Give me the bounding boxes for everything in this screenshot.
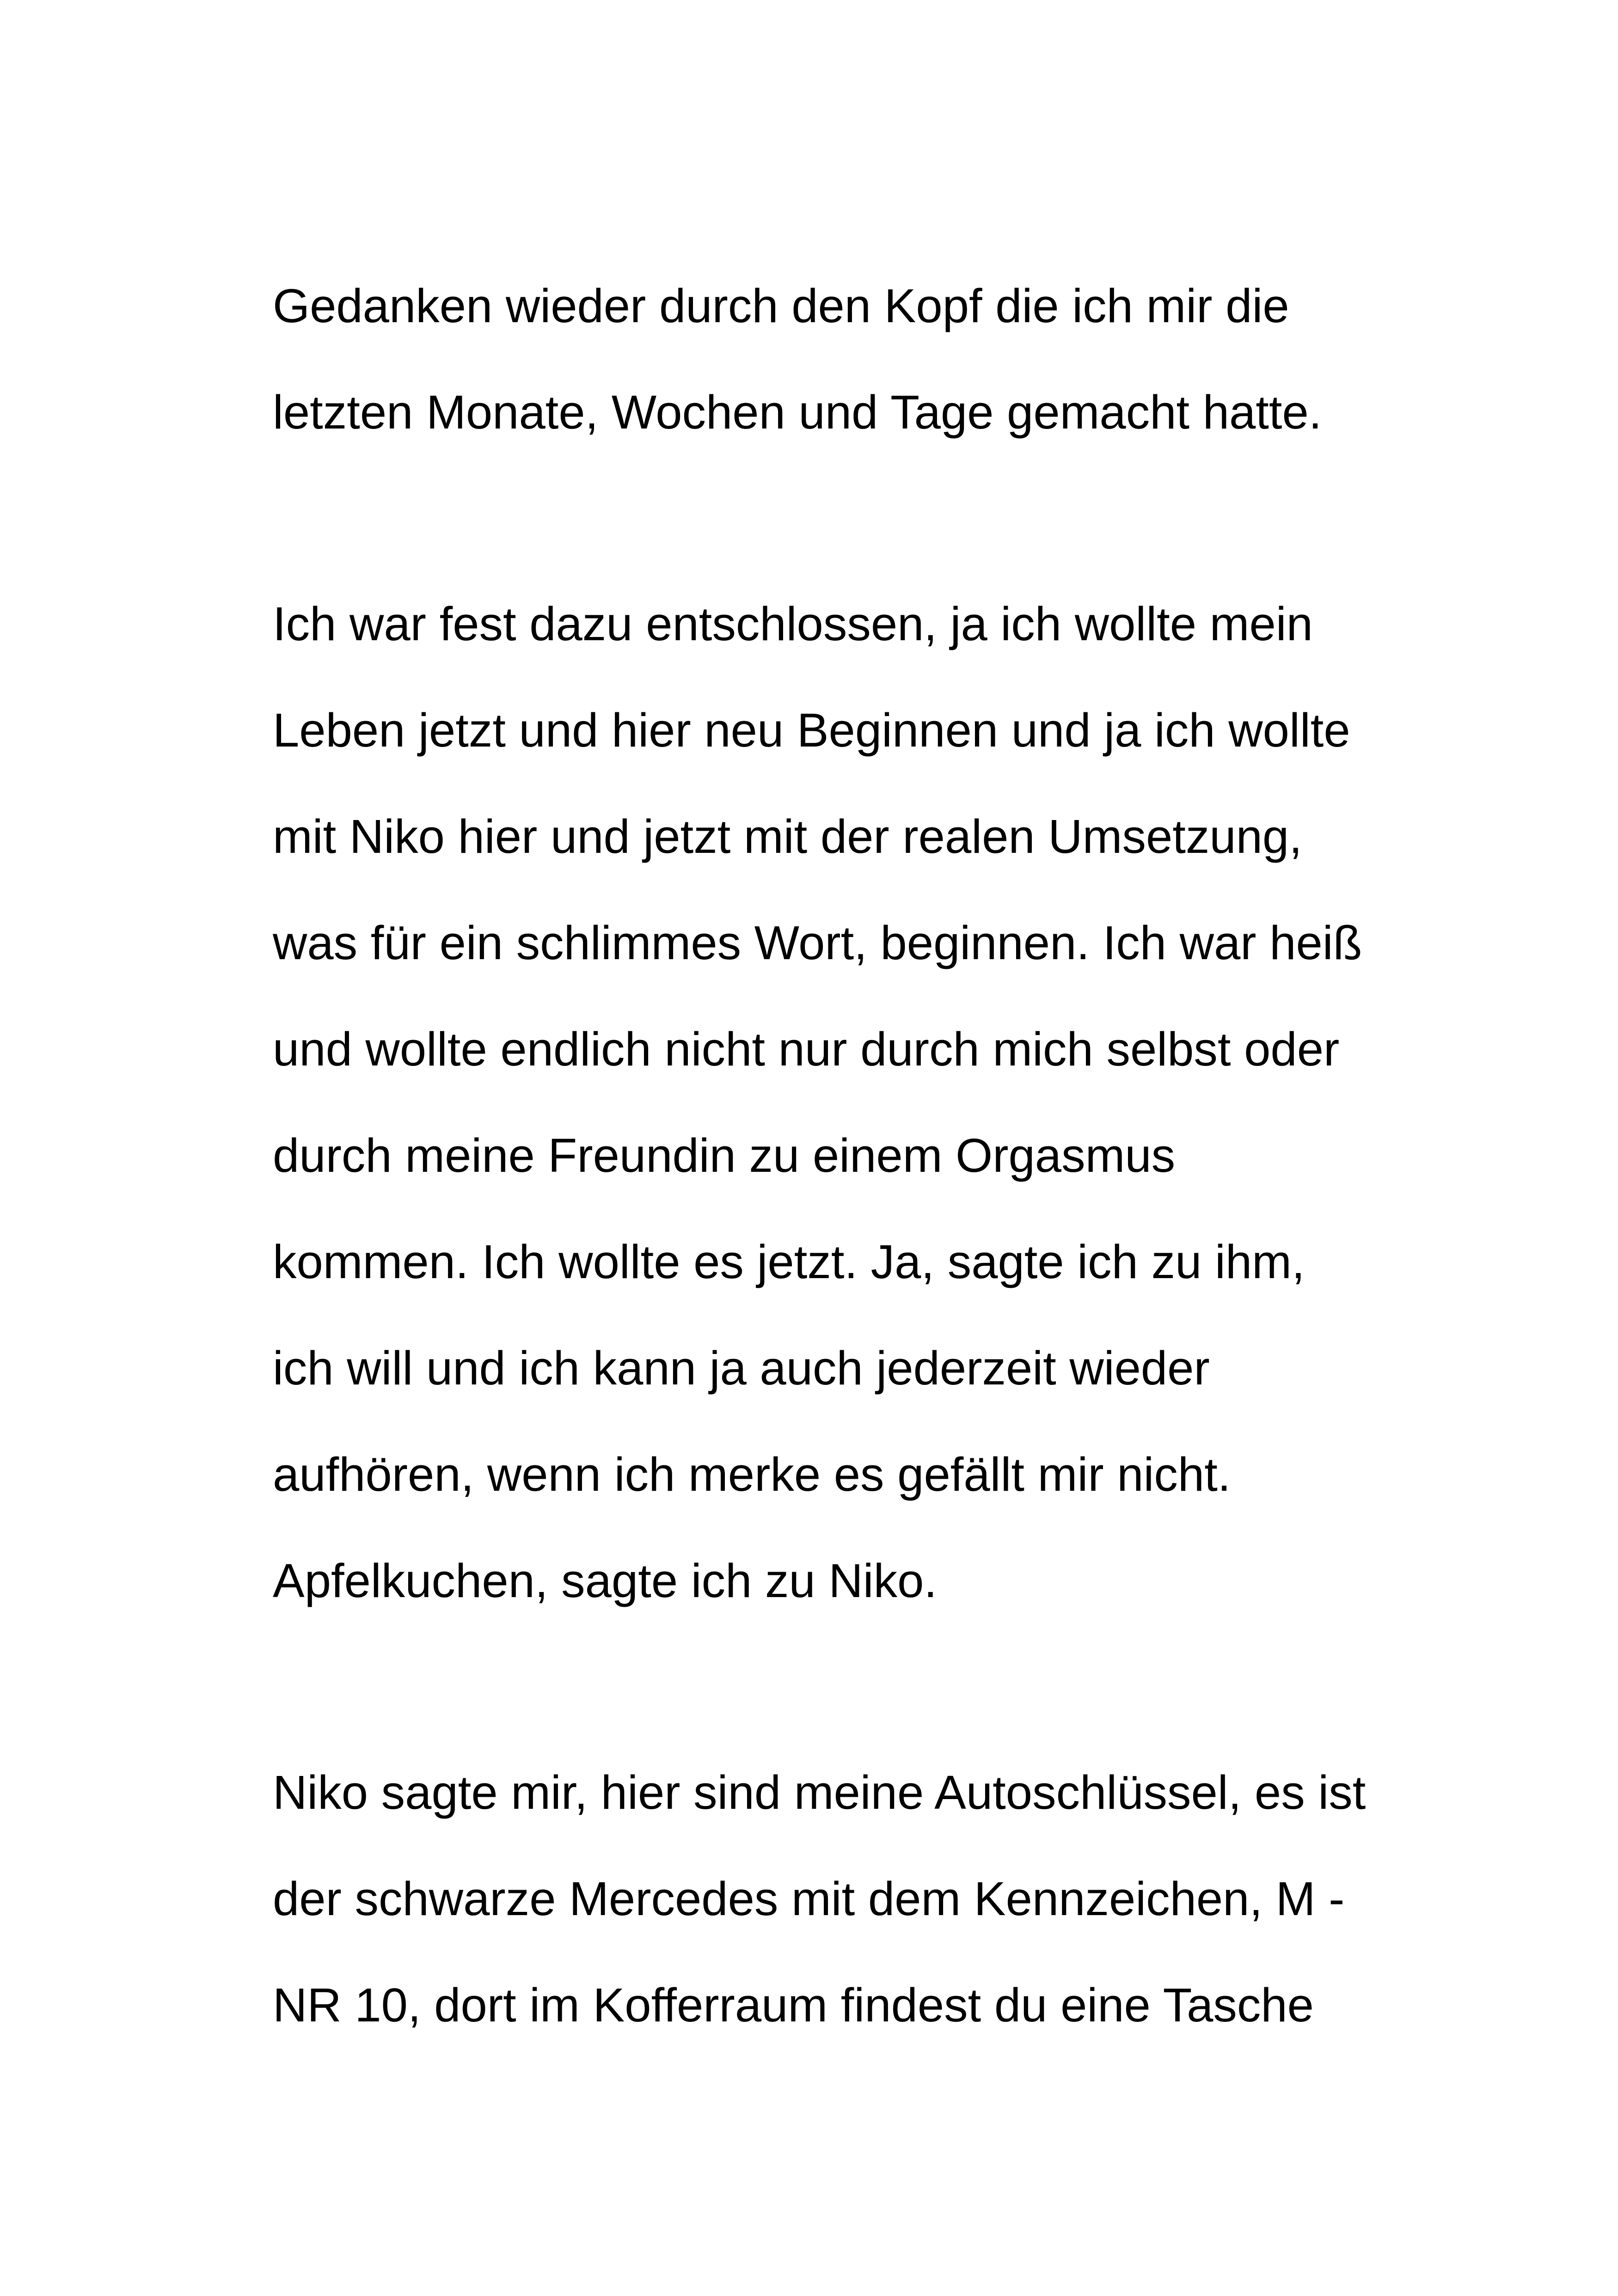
text-line: der schwarze Mercedes mit dem Kennzeichen, M - (273, 1872, 1345, 1925)
text-line: Leben jetzt und hier neu Beginnen und ja ich wollte (273, 704, 1350, 757)
text-line: Ich war fest dazu entschlossen, ja ich wollte mein (273, 597, 1313, 650)
text-line: NR 10, dort im Kofferraum findest du eine Tasche (273, 1978, 1314, 2032)
text-line: kommen. Ich wollte es jetzt. Ja, sagte ich zu ihm, (273, 1235, 1305, 1288)
text-line: und wollte endlich nicht nur durch mich selbst oder (273, 1022, 1340, 1076)
text-line: letzten Monate, Wochen und Tage gemacht hatte. (273, 386, 1322, 439)
text-line: Apfelkuchen, sagte ich zu Niko. (273, 1554, 938, 1607)
text-line: ich will und ich kann ja auch jederzeit wieder (273, 1341, 1210, 1395)
text-line: Gedanken wieder durch den Kopf die ich mir die (273, 279, 1289, 332)
text-line: Niko sagte mir, hier sind meine Autoschlüssel, es ist (273, 1766, 1366, 1819)
text-line: was für ein schlimmes Wort, beginnen. Ich war heiß (273, 916, 1362, 969)
text-line: mit Niko hier und jetzt mit der realen Umsetzung, (273, 810, 1302, 863)
text-line: aufhören, wenn ich merke es gefällt mir nicht. (273, 1448, 1231, 1501)
text-line: durch meine Freundin zu einem Orgasmus (273, 1129, 1176, 1182)
